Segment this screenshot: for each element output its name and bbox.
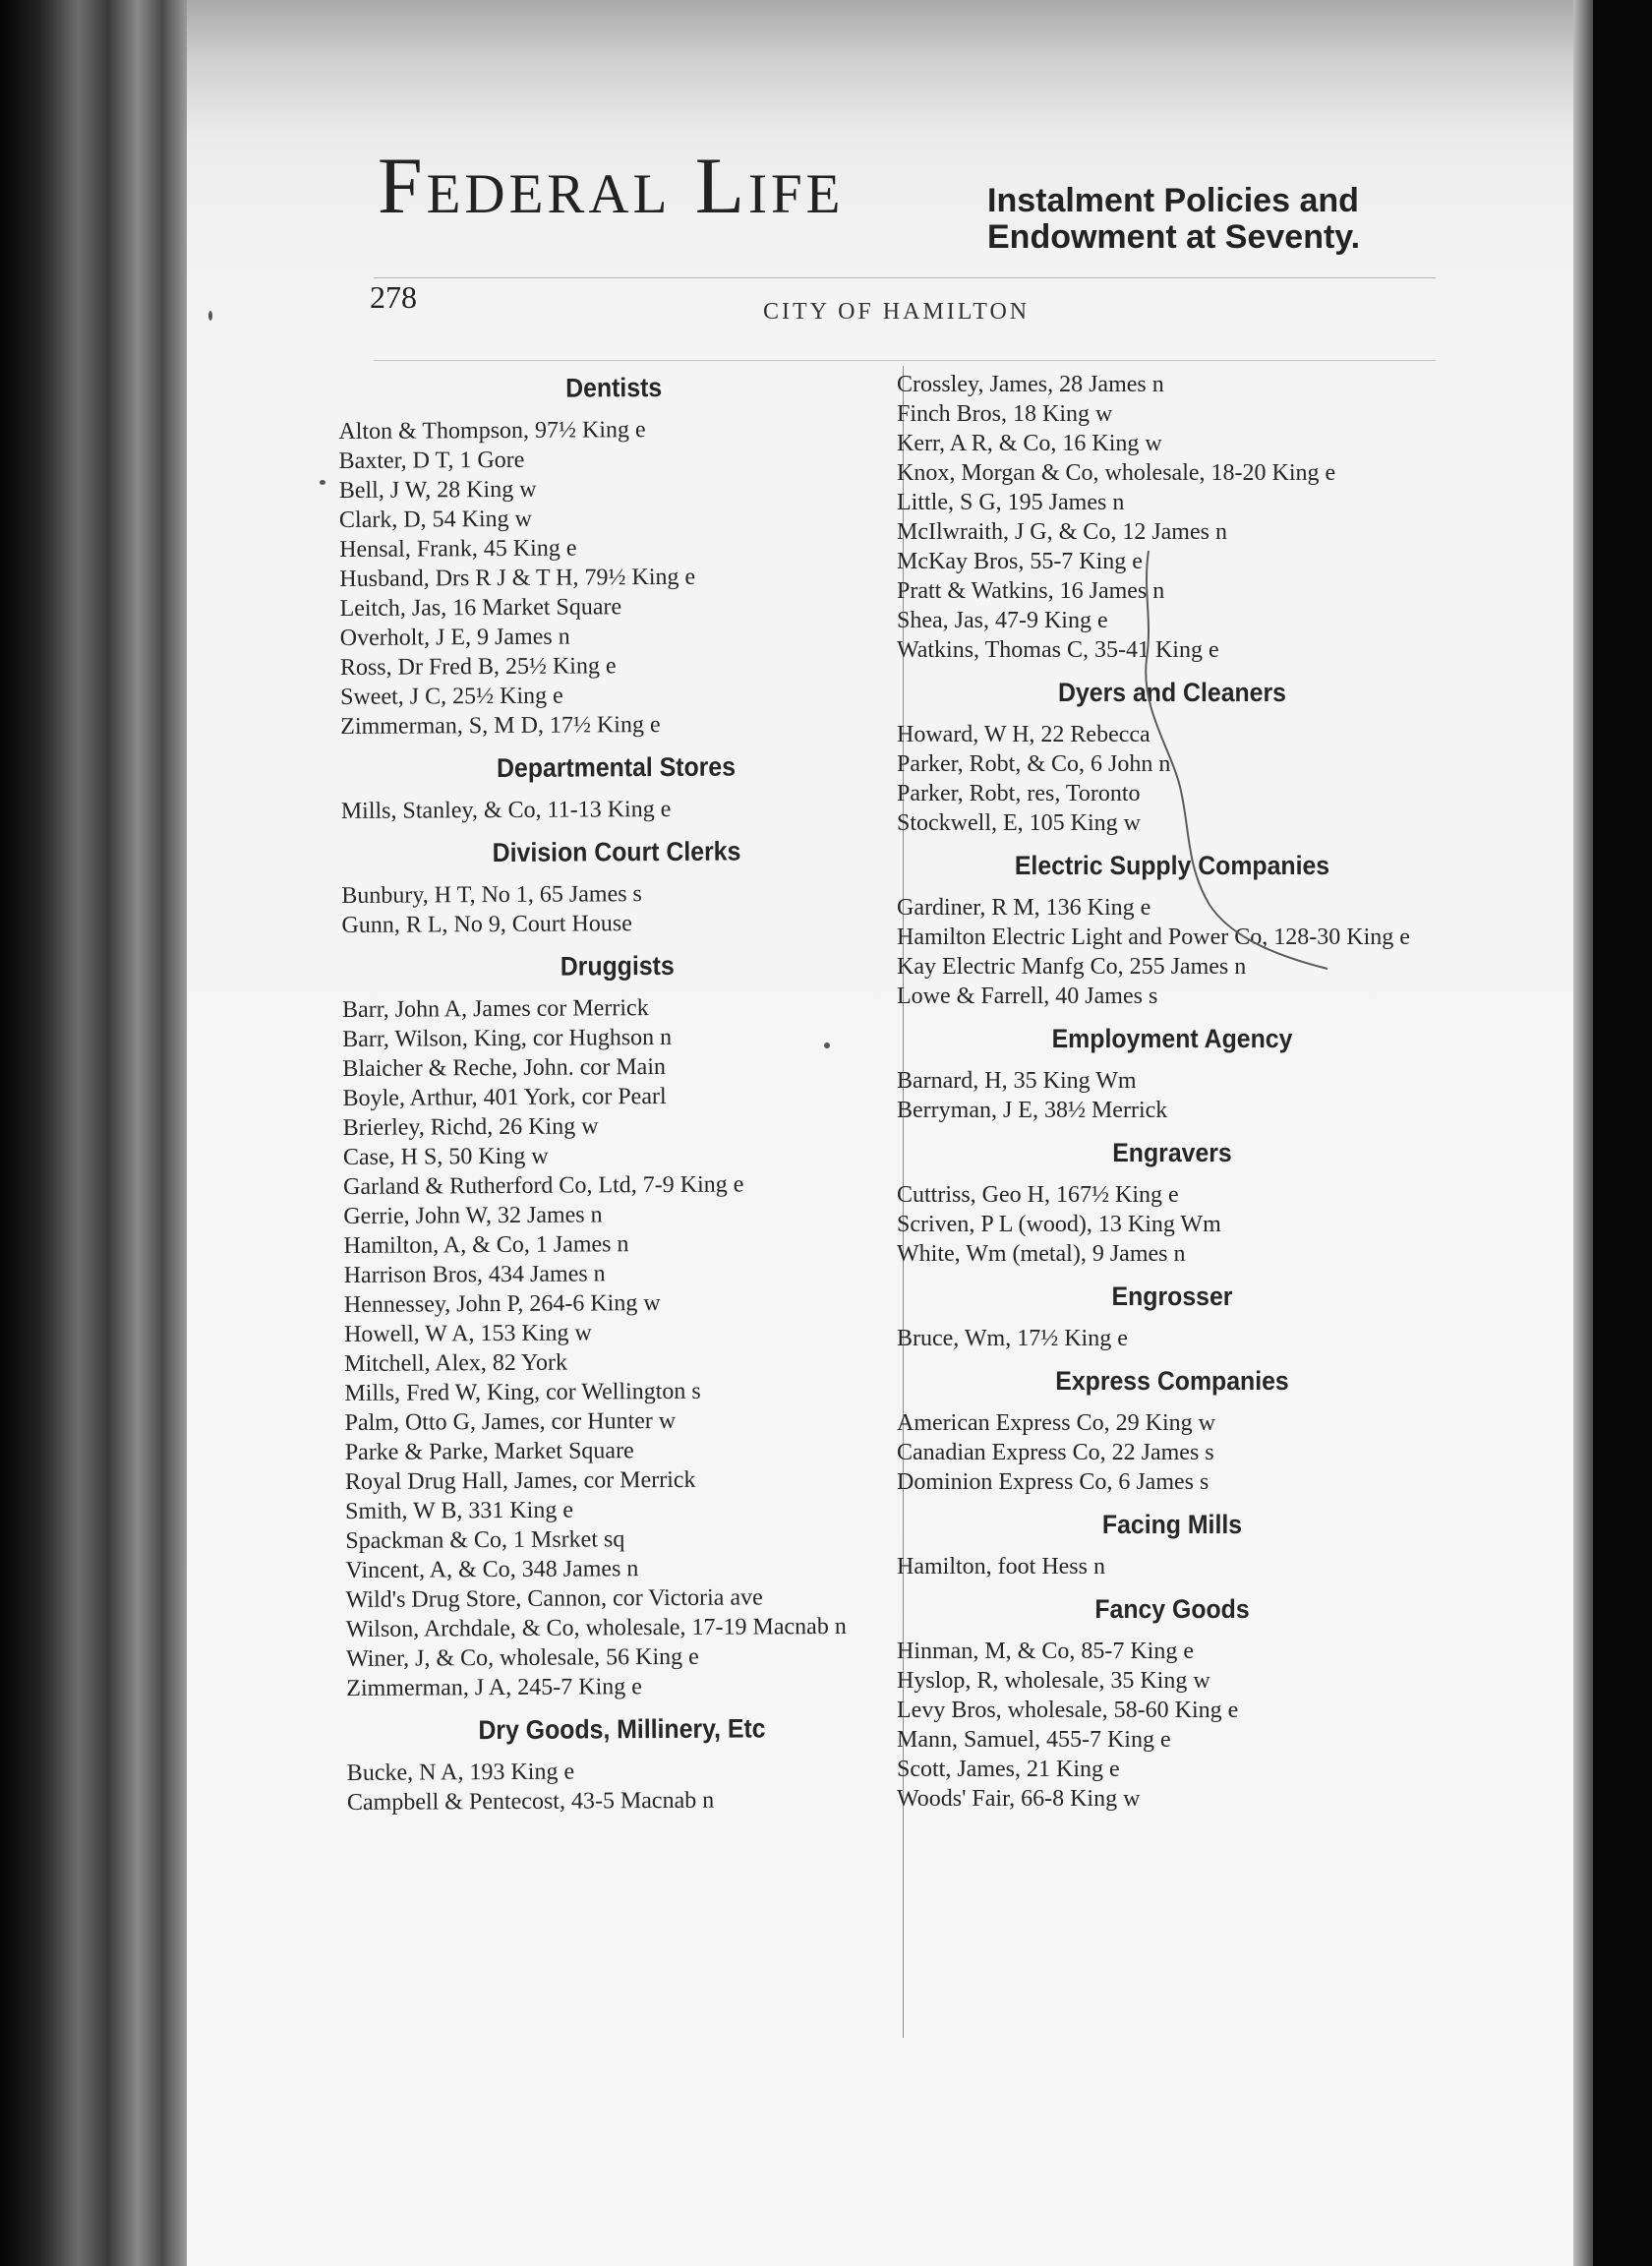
advertisement-brand: Federal Life: [378, 141, 845, 230]
directory-entry: Baxter, D T, 1 Gore: [338, 447, 525, 474]
directory-entry: Winer, J, & Co, wholesale, 56 King e: [345, 1643, 699, 1672]
directory-entry: Dominion Express Co, 6 James s: [897, 1469, 1210, 1495]
directory-entry: Spackman & Co, 1 Msrket sq: [345, 1526, 625, 1554]
directory-entry: Barr, Wilson, King, cor Hughson n: [342, 1024, 673, 1052]
directory-entry: Woods' Fair, 66-8 King w: [897, 1786, 1141, 1812]
directory-entry: Gunn, R L, No 9, Court House: [341, 911, 632, 938]
directory-entry: Hamilton, A, & Co, 1 James n: [343, 1231, 629, 1259]
directory-entry: Bell, J W, 28 King w: [338, 476, 537, 504]
tagline-line-1: Instalment Policies and: [987, 182, 1359, 219]
directory-section: [897, 1125, 1447, 1269]
section-heading: Departmental Stores: [496, 751, 737, 784]
section-heading: Employment Agency: [1051, 1024, 1293, 1053]
left-column: [338, 359, 898, 1818]
running-head: CITY OF HAMILTON: [763, 299, 1031, 325]
directory-entry: Watkins, Thomas C, 35-41 King e: [897, 637, 1219, 663]
scan-speck: [824, 1043, 830, 1048]
directory-entry: Kerr, A R, & Co, 16 King w: [897, 431, 1162, 456]
directory-entry: Berryman, J E, 38½ Merrick: [897, 1098, 1168, 1123]
directory-entry: Wild's Drug Store, Cannon, cor Victoria ave: [345, 1584, 763, 1613]
directory-entry: Barnard, H, 35 King Wm: [897, 1068, 1137, 1094]
directory-entry: Harrison Bros, 434 James n: [343, 1261, 606, 1288]
directory-entry: Parke & Parke, Market Square: [344, 1438, 634, 1465]
directory-entry: Gerrie, John W, 32 James n: [343, 1202, 603, 1229]
directory-entry: Mitchell, Alex, 82 York: [344, 1349, 567, 1377]
directory-entry: Smith, W B, 331 King e: [345, 1497, 574, 1524]
directory-entry: Leitch, Jas, 16 Market Square: [339, 594, 622, 622]
section-heading: Dyers and Cleaners: [1058, 678, 1286, 707]
directory-entry: Kay Electric Manfg Co, 255 James n: [897, 954, 1247, 980]
section-heading: Dentists: [565, 372, 663, 403]
directory-entry: Bucke, N A, 193 King e: [346, 1759, 575, 1786]
directory-entry: Lowe & Farrell, 40 James s: [897, 984, 1158, 1009]
directory-entry: Boyle, Arthur, 401 York, cor Pearl: [342, 1083, 667, 1111]
directory-section: [897, 1581, 1447, 1814]
directory-entry: Ross, Dr Fred B, 25½ King e: [339, 653, 617, 681]
directory-entry: Case, H S, 50 King w: [342, 1143, 549, 1170]
section-heading: Division Court Clerks: [492, 836, 741, 868]
directory-entry: Brierley, Richd, 26 King w: [342, 1113, 599, 1141]
section-heading: Engravers: [1112, 1138, 1232, 1167]
right-column: [897, 370, 1447, 1814]
scan-speck: [208, 311, 212, 321]
directory-entry: Gardiner, R M, 136 King e: [897, 895, 1151, 921]
directory-entry: Hensal, Frank, 45 King e: [339, 535, 577, 563]
scan-background: [1593, 0, 1652, 2266]
directory-section: [897, 838, 1447, 1011]
directory-entry: Overholt, J E, 9 James n: [339, 624, 570, 651]
section-heading: Fancy Goods: [1094, 1594, 1250, 1624]
directory-entry: Hyslop, R, wholesale, 35 King w: [897, 1668, 1210, 1694]
directory-entry: Parker, Robt, res, Toronto: [897, 781, 1141, 806]
directory-entry: Alton & Thompson, 97½ King e: [338, 417, 646, 445]
tagline-line-2: Endowment at Seventy.: [987, 218, 1361, 256]
directory-section: [340, 739, 892, 826]
section-heading: Druggists: [560, 950, 675, 982]
section-heading: Electric Supply Companies: [1014, 851, 1330, 880]
directory-entry: Hamilton, foot Hess n: [897, 1554, 1105, 1580]
directory-entry: Howard, W H, 22 Rebecca: [897, 722, 1150, 747]
directory-entry: Howell, W A, 153 King w: [343, 1320, 592, 1347]
directory-section: [897, 1269, 1447, 1353]
directory-entry: Shea, Jas, 47-9 King e: [897, 608, 1108, 633]
directory-entry: Mills, Stanley, & Co, 11-13 King e: [340, 796, 672, 824]
directory-entry: Zimmerman, S, M D, 17½ King e: [340, 712, 661, 740]
directory-entry: Pratt & Watkins, 16 James n: [897, 578, 1165, 604]
directory-entry: McKay Bros, 55-7 King e: [897, 549, 1143, 574]
directory-section: [897, 370, 1447, 665]
section-heading: Engrosser: [1111, 1282, 1233, 1311]
directory-entry: Hinman, M, & Co, 85-7 King e: [897, 1639, 1194, 1664]
directory-section: [897, 1497, 1447, 1581]
directory-section: [346, 1700, 898, 1818]
directory-entry: Campbell & Pentecost, 43-5 Macnab n: [346, 1787, 715, 1816]
advertisement-rule: [374, 277, 1436, 278]
page-number: 278: [370, 279, 417, 315]
directory-entry: Finch Bros, 18 King w: [897, 401, 1113, 427]
directory-entry: Blaicher & Reche, John. cor Main: [342, 1053, 667, 1082]
directory-section: [897, 665, 1447, 838]
directory-entry: Crossley, James, 28 James n: [897, 372, 1164, 397]
directory-entry: Hennessey, John P, 264-6 King w: [343, 1290, 661, 1318]
directory-section: [342, 937, 898, 1703]
directory-entry: Little, S G, 195 James n: [897, 490, 1125, 515]
directory-entry: Cuttriss, Geo H, 167½ King e: [897, 1182, 1179, 1208]
directory-entry: Zimmerman, J A, 245-7 King e: [346, 1674, 642, 1701]
page-gutter-shadow: [1573, 0, 1593, 2266]
directory-section: [897, 1011, 1447, 1125]
directory-entry: Palm, Otto G, James, cor Hunter w: [344, 1407, 677, 1436]
directory-entry: Knox, Morgan & Co, wholesale, 18-20 King e: [897, 460, 1336, 486]
directory-entry: Scriven, P L (wood), 13 King Wm: [897, 1212, 1221, 1237]
directory-section: [338, 359, 891, 742]
directory-entry: Husband, Drs R J & T H, 79½ King e: [339, 564, 696, 592]
directory-entry: Royal Drug Hall, James, cor Merrick: [344, 1466, 696, 1495]
directory-entry: White, Wm (metal), 9 James n: [897, 1241, 1186, 1267]
book-spine-edge: [0, 0, 187, 2266]
directory-entry: Scott, James, 21 King e: [897, 1757, 1120, 1782]
directory-entry: McIlwraith, J G, & Co, 12 James n: [897, 519, 1227, 545]
directory-entry: Barr, John A, James cor Merrick: [341, 995, 649, 1023]
scan-speck: [320, 480, 325, 485]
directory-section: [341, 823, 893, 940]
directory-entry: Vincent, A, & Co, 348 James n: [345, 1556, 639, 1583]
directory-entry: Sweet, J C, 25½ King e: [340, 683, 563, 710]
section-heading: Express Companies: [1055, 1366, 1289, 1396]
advertisement-tagline: [987, 183, 1449, 256]
directory-entry: Canadian Express Co, 22 James s: [897, 1440, 1214, 1465]
directory-entry: Bruce, Wm, 17½ King e: [897, 1326, 1128, 1351]
directory-entry: Mann, Samuel, 455-7 King e: [897, 1727, 1171, 1753]
directory-section: [897, 1353, 1447, 1497]
section-heading: Dry Goods, Millinery, Etc: [478, 1713, 766, 1746]
directory-entry: Stockwell, E, 105 King w: [897, 810, 1141, 836]
directory-entry: Mills, Fred W, King, cor Wellington s: [344, 1378, 701, 1406]
directory-entry: Bunbury, H T, No 1, 65 James s: [341, 881, 642, 909]
directory-entry: Parker, Robt, & Co, 6 John n: [897, 751, 1171, 777]
directory-entry: Hamilton Electric Light and Power Co, 128-30 King e: [897, 924, 1410, 950]
section-heading: Facing Mills: [1101, 1510, 1243, 1539]
directory-entry: Garland & Rutherford Co, Ltd, 7-9 King e: [343, 1171, 744, 1200]
directory-entry: Clark, D, 54 King w: [338, 506, 533, 533]
directory-entry: Levy Bros, wholesale, 58-60 King e: [897, 1698, 1239, 1723]
directory-entry: Wilson, Archdale, & Co, wholesale, 17-19 Macnab n: [345, 1613, 847, 1642]
directory-entry: American Express Co, 29 King w: [897, 1410, 1215, 1436]
